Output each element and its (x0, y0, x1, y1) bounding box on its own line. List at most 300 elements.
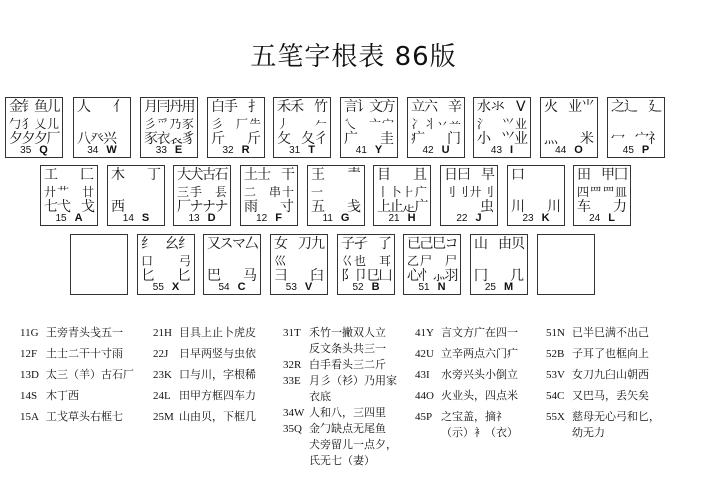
radical: 巛 (274, 254, 287, 268)
key-letter: U (441, 144, 450, 156)
key-code (341, 145, 397, 156)
radical: 艹 (57, 185, 70, 199)
radical: 儿 (46, 117, 59, 131)
radical: 广 (414, 185, 427, 199)
mnemonic-item (415, 367, 518, 383)
key-g (307, 165, 365, 226)
mnemonic-text: 目具上止卜虎皮 (179, 326, 256, 339)
mnemonic-item (153, 346, 256, 362)
mnemonic-text: 太三（羊）古石厂 (46, 368, 134, 381)
radical (91, 100, 102, 115)
mnemonic-text: 王旁青头戋五一 (46, 326, 123, 339)
radical: 𧘇 (169, 131, 183, 147)
radical: 虫 (480, 199, 494, 215)
radical: 乀 (344, 117, 357, 131)
radical-row (44, 185, 94, 200)
radical: 之 (611, 99, 625, 115)
radical: 戋 (347, 199, 361, 215)
radical: 业 (514, 131, 528, 147)
key-code (41, 213, 97, 224)
key-n (403, 234, 461, 295)
radical: 用 (181, 99, 196, 115)
radical (357, 117, 368, 132)
mnemonic-item (546, 325, 660, 341)
key-number: 44 (555, 145, 567, 156)
mnemonic-text: 已半巳满不出己 (572, 326, 649, 339)
radical: 山 (474, 236, 488, 252)
key-letter: Q (39, 144, 48, 156)
radical: 彡 (211, 117, 224, 131)
mnemonic-text-continued: 衣底 (309, 390, 331, 403)
key-letter: H (407, 212, 416, 224)
radical: 氵 (477, 117, 490, 131)
mnemonic-text: 金勹缺点无尾鱼 (309, 422, 386, 435)
radical: 子 (341, 236, 355, 252)
radical-row (577, 168, 627, 183)
mnemonic-text-continued: 犬旁留儿一点夕， (309, 438, 397, 451)
radical (470, 168, 481, 183)
radical: 西 (111, 199, 125, 215)
radical: 口 (141, 254, 154, 268)
radical (590, 168, 601, 183)
mnemonic-code: 12F (20, 348, 38, 360)
radical: 耳 (378, 254, 391, 268)
radical: 匕 (141, 268, 155, 284)
radical-row (341, 237, 391, 252)
radical: 又 (207, 236, 221, 252)
mnemonic-code: 43I (415, 369, 430, 381)
radical: 冂 (474, 268, 488, 284)
radical: 言 (344, 99, 358, 115)
mnemonic-item (283, 421, 397, 469)
radical-row (77, 100, 127, 115)
radical (433, 254, 444, 269)
radical-row (274, 237, 324, 252)
key-number: 55 (152, 282, 164, 293)
key-y (340, 97, 398, 158)
radical (303, 117, 314, 132)
mnemonic-column-col5 (546, 325, 660, 446)
key-e (140, 97, 198, 158)
radical: 夂 (301, 131, 315, 147)
radical-row (407, 254, 457, 269)
radical: 石 (214, 167, 229, 183)
radical (313, 254, 324, 269)
radical: 己 (419, 236, 434, 252)
radical: 乃 (169, 117, 182, 131)
radical (290, 117, 301, 132)
key-number: 24 (589, 213, 601, 224)
key-blank (537, 234, 595, 295)
mnemonic-item (283, 373, 397, 405)
radical: 冖 (611, 131, 625, 147)
mnemonic-code: 54C (546, 390, 565, 402)
radical (303, 100, 314, 115)
radical: 亠 (368, 117, 381, 131)
radical: 羽 (444, 268, 459, 284)
radical (538, 168, 549, 183)
radical-row (341, 254, 391, 269)
mnemonic-item (415, 409, 518, 441)
radical: 一 (311, 185, 324, 199)
mnemonic-item (546, 346, 660, 362)
radical (402, 168, 413, 183)
radical (550, 168, 561, 183)
radical-row (144, 117, 194, 132)
radical: 纟 (178, 236, 192, 252)
key-number: 53 (285, 282, 297, 293)
radical: 厂 (46, 131, 61, 147)
key-letter: N (437, 281, 446, 293)
radical: 手 (190, 185, 203, 199)
radical-row (211, 117, 261, 132)
radical (557, 100, 568, 115)
mnemonic-text: 土士二干十寸雨 (46, 347, 123, 360)
radical: 心 (407, 268, 421, 284)
radical (637, 100, 648, 115)
mnemonic-text: 田甲方框四车力 (179, 389, 256, 402)
radical: 力 (613, 199, 627, 215)
radical: 宀 (635, 131, 649, 147)
mnemonic-item (415, 388, 518, 404)
mnemonic-item (546, 388, 660, 404)
radical: 辶 (624, 99, 638, 115)
mnemonic-text: 月彡（衫）乃用家 (309, 374, 397, 387)
radical-row (177, 168, 227, 183)
radical: 业 (514, 117, 527, 131)
radical: 人 (77, 99, 91, 115)
radical: ナ (214, 199, 229, 215)
radical: 礻 (648, 131, 662, 147)
mnemonic-text: 口与川，字根稀 (179, 368, 256, 381)
key-number: 25 (484, 282, 496, 293)
radical-row (44, 168, 94, 183)
radical: 丹 (169, 99, 183, 115)
radical (336, 168, 347, 183)
radical: 乂 (34, 117, 47, 131)
radical-row (277, 100, 327, 115)
mnemonic-text: 日早两竖与虫依 (179, 347, 256, 360)
key-code (271, 282, 327, 293)
key-number: 34 (87, 145, 99, 156)
key-number: 33 (155, 145, 167, 156)
radical-row (411, 117, 461, 132)
mnemonic-item (20, 409, 134, 425)
radical: 䒑 (448, 117, 461, 131)
radical: 日 (444, 167, 458, 183)
key-code (174, 213, 230, 224)
key-letter: L (608, 212, 615, 224)
radical (154, 237, 165, 252)
radical: 镸 (214, 185, 227, 199)
radical: 氺 (491, 99, 505, 115)
radical: 五 (311, 199, 325, 215)
radical: 口 (511, 167, 525, 183)
radical-row (141, 254, 191, 269)
radical (154, 254, 165, 269)
mnemonic-text-continued: （示）衤（衣） (441, 426, 518, 439)
radical: 龶 (347, 167, 361, 183)
radical (391, 168, 402, 183)
key-number: 43 (490, 145, 503, 156)
radical: 九 (311, 236, 325, 252)
key-code (138, 282, 194, 293)
key-b (337, 234, 395, 295)
mnemonic-item (153, 367, 256, 383)
key-code (308, 213, 364, 224)
key-code (74, 145, 130, 156)
radical: 斤 (247, 131, 261, 147)
radical: 尸 (444, 254, 457, 268)
radical-row (344, 100, 394, 115)
key-m (470, 234, 528, 295)
radical: 彐 (274, 268, 288, 284)
mnemonic-code: 14S (20, 390, 38, 402)
mnemonic-text: 工戈草头右框七 (46, 410, 123, 423)
mnemonic-text: 木丁西 (46, 389, 79, 402)
mnemonic-text: 白手看头三二斤 (309, 358, 386, 371)
key-code (204, 282, 260, 293)
radical: 匕 (177, 268, 191, 284)
radical: 巳 (432, 236, 446, 252)
radical: 宀 (381, 117, 394, 131)
radical: 卜 (389, 185, 402, 199)
radical (102, 100, 113, 115)
radical: 夕 (34, 131, 48, 147)
mnemonic-text-continued: 反文条头共三一 (309, 342, 386, 355)
radical: 二 (244, 185, 257, 199)
radical: 水 (477, 99, 491, 115)
mnemonic-text: 水旁兴头小倒立 (441, 368, 518, 381)
radical-row (411, 100, 461, 115)
key-blank (70, 234, 128, 295)
key-number: 54 (218, 282, 230, 293)
radical: 川 (511, 199, 525, 215)
mnemonic-item (415, 325, 518, 341)
radical: 纟 (141, 236, 155, 252)
radical: 廿 (81, 185, 94, 199)
mnemonic-item (283, 325, 397, 357)
key-letter: P (641, 144, 650, 156)
radical: 几 (510, 268, 524, 284)
key-letter: I (510, 144, 514, 156)
mnemonic-text: 慈母无心弓和匕， (572, 410, 660, 423)
radical-row (9, 100, 59, 115)
radical: 刂 (444, 185, 457, 199)
key-letter: X (171, 281, 180, 293)
radical: 巜 (341, 254, 354, 268)
radical: 厶 (244, 236, 259, 252)
radical (69, 168, 80, 183)
mnemonic-code: 13D (20, 369, 39, 381)
radical: 廾 (44, 185, 57, 199)
radical: 扌 (248, 99, 262, 115)
radical: 早 (481, 167, 495, 183)
mnemonic-item (283, 405, 397, 421)
radical (70, 185, 81, 200)
radical: 刂 (481, 185, 494, 199)
key-code (404, 282, 460, 293)
radical: 廾 (469, 185, 482, 199)
key-number: 11 (322, 213, 333, 224)
key-i (473, 97, 531, 158)
key-c (203, 234, 261, 295)
key-letter: Y (374, 144, 383, 156)
key-code (541, 145, 597, 156)
key-letter: E (174, 144, 183, 156)
radical: 亻 (113, 99, 127, 115)
mnemonic-code: 11G (20, 327, 39, 339)
radical: 阝 (341, 268, 355, 284)
radical-row (244, 185, 294, 200)
radical: 犬 (189, 167, 204, 183)
radical: 丬 (423, 117, 436, 131)
radical: ᐯ (516, 99, 526, 115)
radical (287, 237, 298, 252)
radical-row (141, 237, 191, 252)
mnemonic-item (283, 357, 397, 373)
radical: 马 (243, 268, 257, 284)
radical (288, 254, 299, 269)
mnemonic-text: 子耳了也框向上 (572, 347, 649, 360)
key-number: 13 (188, 213, 200, 224)
radical: 雨 (244, 199, 258, 215)
radical-row (474, 237, 524, 252)
key-letter: T (308, 144, 315, 156)
radical: 七 (44, 199, 58, 215)
radical (505, 100, 516, 115)
key-t (273, 97, 331, 158)
radical: ナ (189, 199, 204, 215)
radical: 文 (369, 99, 383, 115)
key-code (474, 145, 530, 156)
radical: 车 (577, 199, 591, 215)
key-code (408, 145, 464, 156)
radical: マ (232, 236, 246, 252)
radical: 木 (111, 167, 125, 183)
radical: 罒 (589, 185, 602, 199)
radical-row (9, 117, 59, 132)
key-letter: W (106, 144, 117, 156)
radical: 曰 (457, 167, 471, 183)
radical (350, 185, 361, 200)
radical-row (577, 185, 627, 200)
radical: 灬 (544, 131, 558, 147)
mnemonic-item (153, 409, 256, 425)
radical: 攵 (277, 131, 291, 147)
radical-row (407, 237, 457, 252)
radical: 彡 (144, 117, 157, 131)
radical: 三 (177, 185, 190, 199)
key-letter: F (275, 212, 282, 224)
key-r (207, 97, 265, 158)
radical: 六 (424, 99, 438, 115)
radical (270, 168, 281, 183)
radical (437, 100, 448, 115)
radical: 土 (244, 167, 258, 183)
mnemonic-code: 25M (153, 411, 174, 423)
key-s (107, 165, 165, 226)
radical-row (477, 117, 527, 132)
key-letter: V (304, 281, 313, 293)
key-code (141, 145, 197, 156)
radical: 忄 (419, 268, 434, 284)
radical (237, 100, 248, 115)
mnemonic-code: 21H (153, 327, 172, 339)
radical (337, 185, 348, 200)
radical (203, 185, 214, 200)
key-number: 45 (622, 145, 634, 156)
radical: 厂 (177, 199, 191, 215)
key-code (241, 213, 297, 224)
radical: 戈 (81, 199, 95, 215)
radical: 且 (413, 167, 427, 183)
radical: 钅 (21, 99, 36, 115)
radical: 丿 (277, 117, 290, 131)
radical: 弓 (178, 254, 191, 268)
key-v (270, 234, 328, 295)
radical: 匚 (80, 167, 94, 183)
radical: 禾 (290, 99, 304, 115)
key-number: 14 (122, 213, 134, 224)
radical: 已 (407, 236, 421, 252)
radical-row (477, 100, 527, 115)
mnemonic-text: 又巴马，丢矢矣 (572, 389, 649, 402)
mnemonic-code: 23K (153, 369, 172, 381)
radical: 门 (447, 131, 461, 147)
key-number: 52 (352, 282, 364, 293)
radical: 斤 (211, 131, 225, 147)
radical: 幺 (165, 236, 179, 252)
key-number: 42 (422, 145, 434, 156)
key-number: 23 (522, 213, 534, 224)
radical: 爫 (156, 117, 169, 131)
radical: 豸 (181, 131, 196, 147)
mnemonic-column-col1 (20, 325, 134, 430)
mnemonic-code: 41Y (415, 327, 434, 339)
radical: 厂 (235, 117, 248, 131)
key-x (137, 234, 195, 295)
radical: 手 (224, 99, 238, 115)
key-code (471, 282, 527, 293)
radical-row (207, 237, 257, 252)
mnemonic-item (20, 325, 134, 341)
radical: 冃 (156, 99, 171, 115)
page-title: 五笔字根表 86版 (250, 42, 457, 72)
radical: 广 (344, 131, 358, 147)
radical: 儿 (46, 99, 61, 115)
key-number: 31 (289, 145, 301, 156)
radical: 大 (177, 167, 191, 183)
radical: 四 (577, 185, 590, 199)
radical-row (111, 168, 161, 183)
radical (367, 237, 378, 252)
radical: 川 (547, 199, 561, 215)
mnemonic-item (546, 409, 660, 441)
mnemonic-text: 之宝盖，摘礻 (441, 410, 507, 423)
radical: 工 (44, 167, 58, 183)
mnemonic-item (153, 325, 256, 341)
radical: 甲 (601, 167, 615, 183)
key-o (540, 97, 598, 158)
key-h (373, 165, 431, 226)
radical: 罒 (602, 185, 615, 199)
radical-row (377, 185, 427, 200)
radical: 业 (568, 99, 582, 115)
key-letter: B (371, 281, 380, 293)
mnemonic-code: 35Q (283, 423, 302, 435)
radical (58, 168, 69, 183)
